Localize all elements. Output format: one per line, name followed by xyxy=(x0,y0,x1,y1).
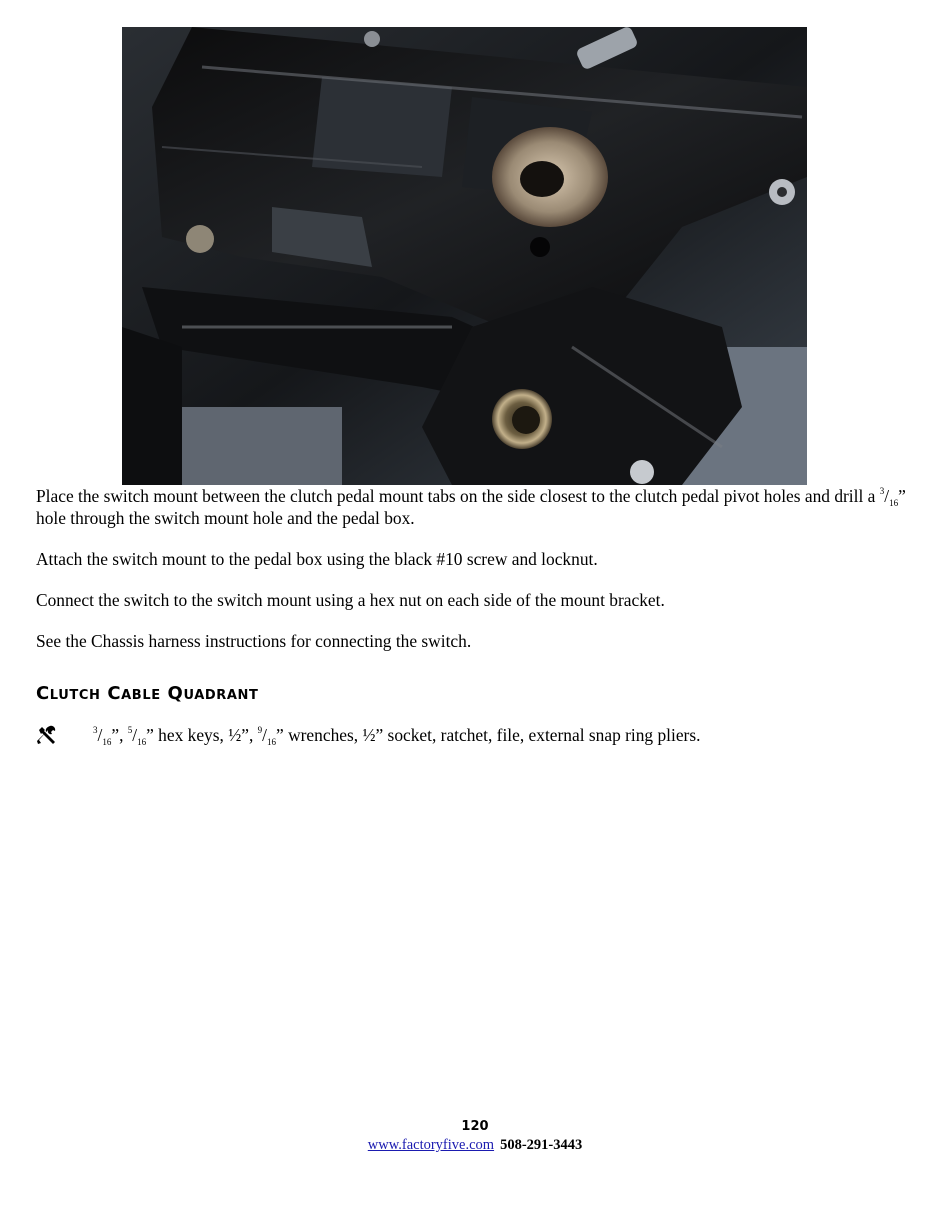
website-link[interactable]: www.factoryfive.com xyxy=(367,1137,495,1153)
footer-contact xyxy=(0,1136,950,1154)
tools-text-wrenches: ” wrenches, ½” socket, ratchet, file, external snap ring pliers. xyxy=(276,725,701,745)
paragraph-harness-reference: See the Chassis harness instructions for connecting the switch. xyxy=(36,631,472,651)
fraction-numerator: 3 xyxy=(93,725,98,736)
tools-separator: ”, xyxy=(111,725,128,745)
tools-text-hex-keys: ” hex keys, ½”, xyxy=(146,725,258,745)
p1-text-end: ” hole through the switch mount hole and the pedal box. xyxy=(36,486,906,528)
fraction-three-sixteenths: $^3/_{16}$ xyxy=(93,725,112,748)
fraction-denominator: 16 xyxy=(102,737,112,748)
fraction-numerator: 5 xyxy=(127,725,133,736)
paragraph-switch-mount-placement xyxy=(36,485,916,529)
section-heading-clutch-cable-quadrant: Clutch Cable Quadrant xyxy=(36,683,259,704)
fraction-numerator: 9 xyxy=(257,725,263,736)
paragraph-attach-switch-mount: Attach the switch mount to the pedal box using the black #10 screw and locknut. xyxy=(36,549,598,569)
fraction-denominator: 16 xyxy=(137,737,147,748)
phone-number: 508-291-3443 xyxy=(500,1137,583,1153)
page-number: 120 xyxy=(461,1119,489,1134)
tools-required-list xyxy=(93,724,700,746)
paragraph-connect-switch: Connect the switch to the switch mount using a hex nut on each side of the mount bracket. xyxy=(36,590,665,610)
pedal-box-photo xyxy=(122,27,807,485)
p1-text-start: Place the switch mount between the clutch pedal mount tabs on the side closest to the clutch pedal pivot holes and drill a xyxy=(36,486,880,506)
fraction-denominator: 16 xyxy=(267,737,277,748)
fraction-denominator: 16 xyxy=(889,498,899,509)
fraction-nine-sixteenths: $^9/_{16}$ xyxy=(257,725,277,748)
fraction-three-sixteenths: $^3/_{16}$ xyxy=(879,486,899,509)
tools-icon xyxy=(36,724,58,746)
fraction-numerator: 3 xyxy=(879,486,885,497)
fraction-five-sixteenths: $^5/_{16}$ xyxy=(127,725,147,748)
